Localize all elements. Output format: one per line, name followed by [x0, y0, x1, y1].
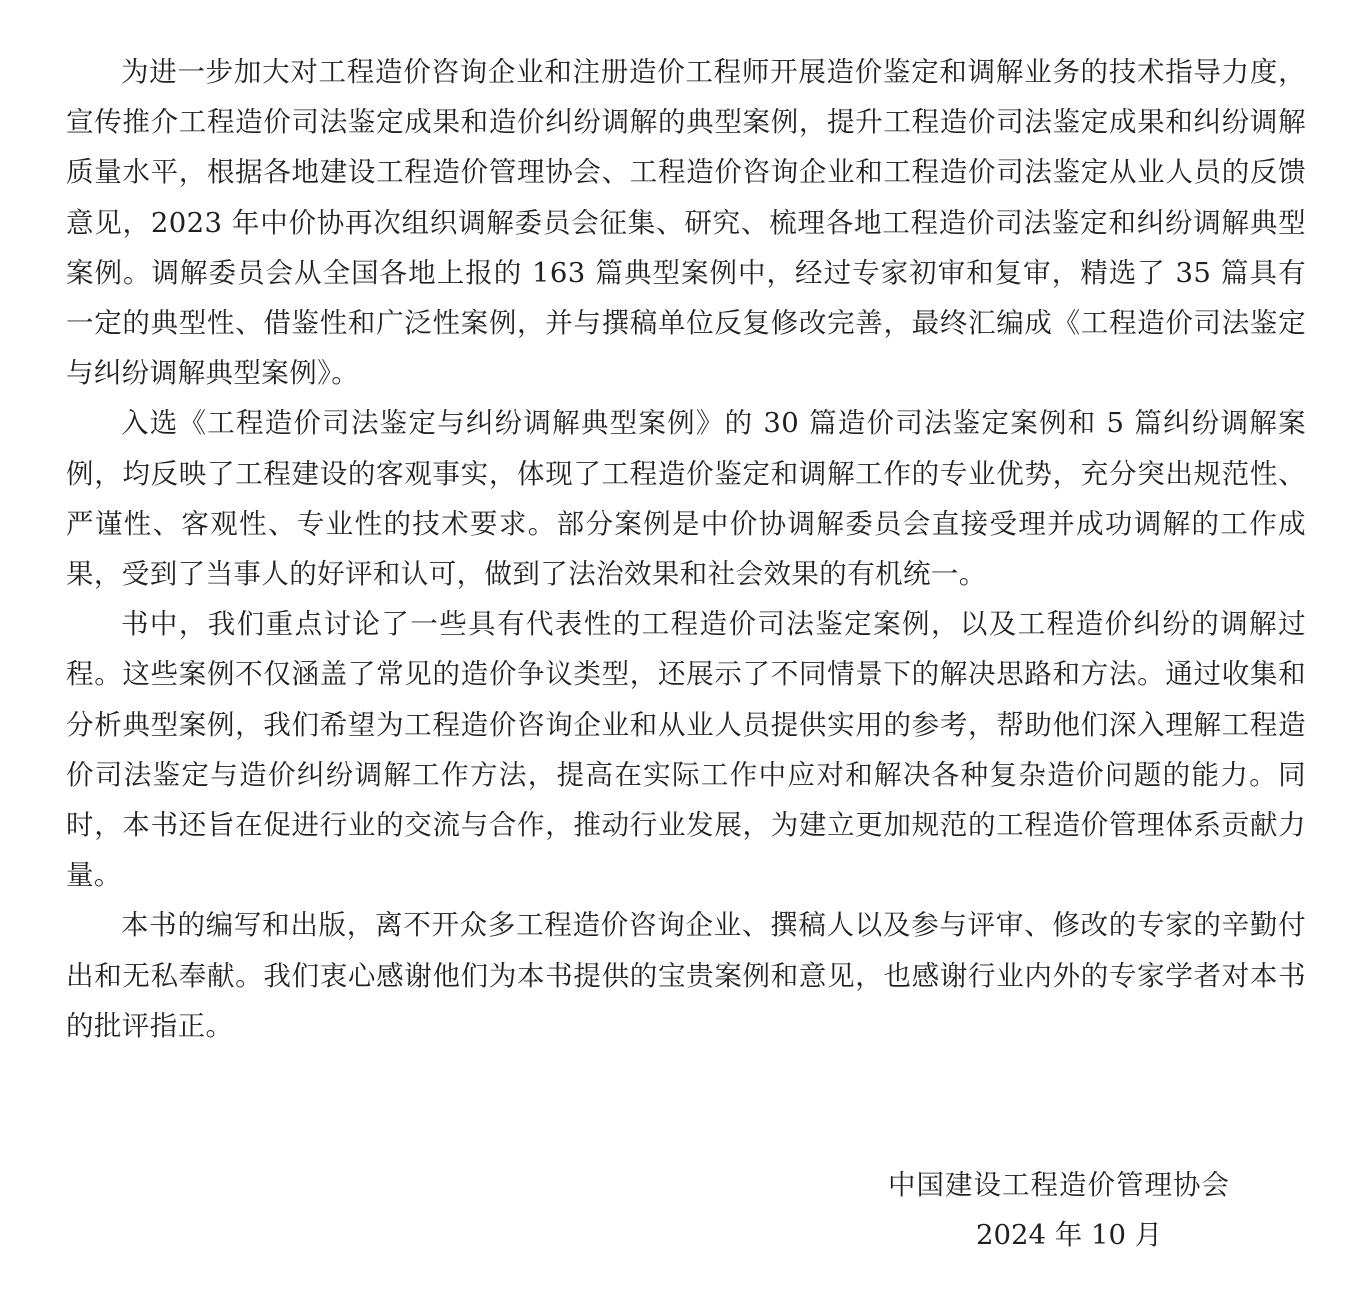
paragraph-2: 入选《工程造价司法鉴定与纠纷调解典型案例》的 30 篇造价司法鉴定案例和 5 篇纠纷调解案例，均反映了工程建设的客观事实，体现了工程造价鉴定和调解工作的专业优势，充分突出规范性、严谨性、客观性、专业性的技术要求。部分案例是中价协调解委员会直接受理并成功调解的工作成果，受到了当事人的好评和认可，做到了法治效果和社会效果的有机统一。: [66, 407, 1306, 591]
paragraph-3: 书中，我们重点讨论了一些具有代表性的工程造价司法鉴定案例，以及工程造价纠纷的调解过程。这些案例不仅涵盖了常见的造价争议类型，还展示了不同情景下的解决思路和方法。通过收集和分析典型案例，我们希望为工程造价咨询企业和从业人员提供实用的参考，帮助他们深入理解工程造价司法鉴定与造价纠纷调解工作方法，提高在实际工作中应对和解决各种复杂造价问题的能力。同时，本书还旨在促进行业的交流与合作，推动行业发展，为建立更加规范的工程造价管理体系贡献力量。: [66, 608, 1306, 892]
signature-date: 2024 年 10 月: [976, 1219, 1163, 1251]
document-body: [66, 47, 1306, 1051]
paragraph-4: 本书的编写和出版，离不开众多工程造价咨询企业、撰稿人以及参与评审、修改的专家的辛勤付出和无私奉献。我们衷心感谢他们为本书提供的宝贵案例和意见，也感谢行业内外的专家学者对本书的批评指正。: [66, 909, 1306, 1042]
signature-block: [880, 1160, 1240, 1260]
signature-organization: 中国建设工程造价管理协会: [888, 1169, 1230, 1201]
paragraph-1: 为进一步加大对工程造价咨询企业和注册造价工程师开展造价鉴定和调解业务的技术指导力度，宣传推介工程造价司法鉴定成果和造价纠纷调解的典型案例，提升工程造价司法鉴定成果和纠纷调解质量水平，根据各地建设工程造价管理协会、工程造价咨询企业和工程造价司法鉴定从业人员的反馈意见，2023 年中价协再次组织调解委员会征集、研究、梳理各地工程造价司法鉴定和纠纷调解典型案例。调解委员会从全国各地上报的 163 篇典型案例中，经过专家初审和复审，精选了 35 篇具有一定的典型性、借鉴性和广泛性案例，并与撰稿单位反复修改完善，最终汇编成《工程造价司法鉴定与纠纷调解典型案例》。: [66, 56, 1306, 390]
